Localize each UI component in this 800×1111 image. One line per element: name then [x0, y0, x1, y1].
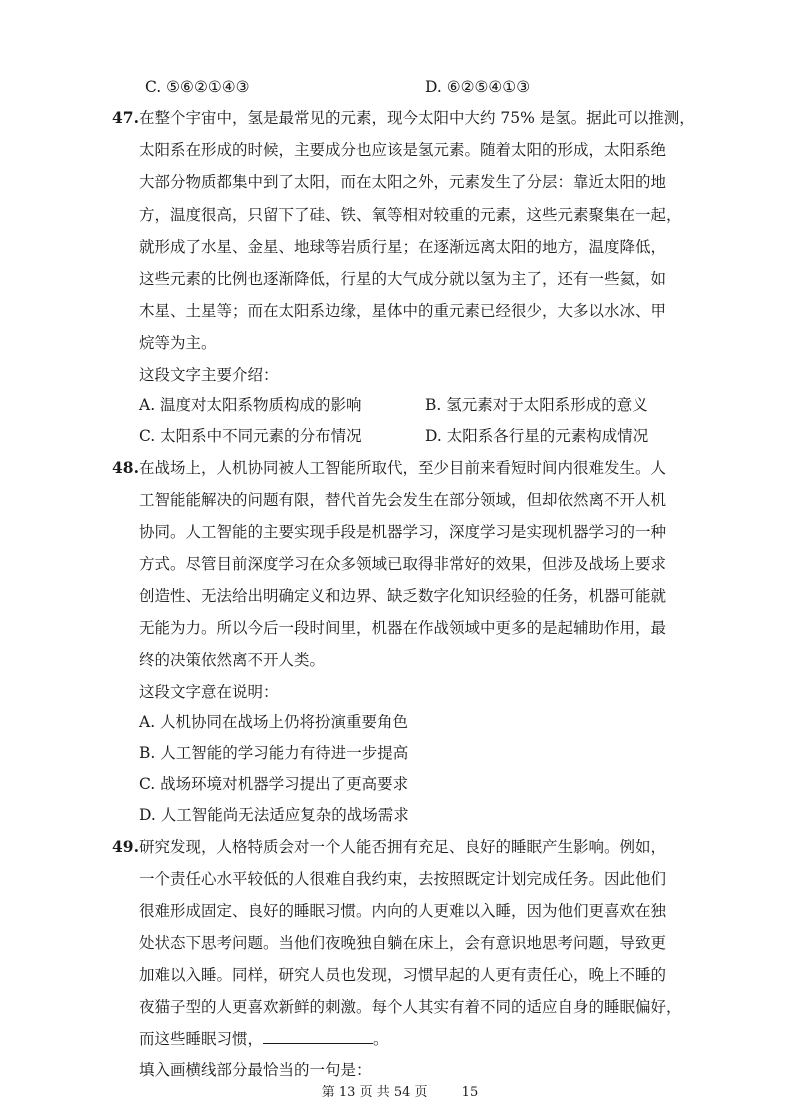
q48-line-4: 方式。尽管目前深度学习在众多领域已取得非常好的效果，但涉及战场上要求 — [139, 555, 667, 573]
q47-line-4: 方，温度很高，只留下了硅、铁、氧等相对较重的元素，这些元素聚集在一起， — [139, 206, 682, 224]
q48-option-c: C. 战场环境对机器学习提出了更高要求 — [139, 775, 409, 793]
q48-line-3: 协同。人工智能的主要实现手段是机器学习，深度学习是实现机器学习的一种 — [139, 523, 667, 541]
q47-line-3: 大部分物质都集中到了太阳，而在太阳之外，元素发生了分层：靠近太阳的地 — [139, 173, 667, 191]
q49-line-5: 加难以入睡。同样，研究人员也发现，习惯早起的人更有责任心，晚上不睡的 — [139, 966, 667, 984]
q49-number: 49. — [112, 837, 139, 856]
footer-page-info-text: 第 13 页 共 54 页 — [321, 1085, 428, 1100]
q49-answer-blank — [263, 1029, 373, 1044]
q47-line-1: 在整个宇宙中，氢是最常见的元素，现今太阳中大约 75% 是氢。据此可以推测， — [139, 109, 695, 127]
q47-line-6: 这些元素的比例也逐渐降低，行星的大气成分就以氢为主了，还有一些氦，如 — [139, 270, 667, 288]
q47-number: 47. — [112, 108, 139, 127]
q47-option-a: A. 温度对太阳系物质构成的影响 — [139, 396, 362, 414]
q47-line-2: 太阳系在形成的时候，主要成分也应该是氢元素。随着太阳的形成，太阳系绝 — [139, 141, 667, 159]
q48-number: 48. — [112, 458, 139, 477]
q48-option-a: A. 人机协同在战场上仍将扮演重要角色 — [139, 713, 409, 731]
q48-prompt: 这段文字意在说明： — [139, 683, 279, 701]
q49-line-7-end: 。 — [373, 1030, 389, 1048]
q47-prompt: 这段文字主要介绍： — [139, 366, 279, 384]
q47-line-5: 就形成了水星、金星、地球等岩质行星；在逐渐远离太阳的地方，温度降低， — [139, 238, 667, 256]
prev-option-c: C. ⑤⑥②①④③ — [145, 78, 250, 96]
q49-line-4: 处状态下思考问题。当他们夜晚独自躺在床上，会有意识地思考问题，导致更 — [139, 934, 667, 952]
q47-line-8: 烷等为主。 — [139, 334, 217, 352]
q47-option-b: B. 氢元素对于太阳系形成的意义 — [425, 396, 648, 414]
q49-line-6: 夜猫子型的人更喜欢新鲜的刺激。每个人其实有着不同的适应自身的睡眠偏好， — [139, 998, 682, 1016]
q49-line-7 — [139, 1029, 389, 1049]
q49-line-2: 一个责任心水平较低的人很难自我约束，去按照既定计划完成任务。因此他们 — [139, 870, 667, 888]
q48-line-1: 在战场上，人机协同被人工智能所取代，至少目前来看短时间内很难发生。人 — [139, 459, 667, 477]
q48-line-7: 终的决策依然离不开人类。 — [139, 651, 326, 669]
q47-option-c: C. 太阳系中不同元素的分布情况 — [139, 427, 362, 445]
q48-line-6: 无能为力。所以今后一段时间里，机器在作战领域中更多的是起辅助作用，最 — [139, 619, 667, 637]
q49-prompt: 填入画横线部分最恰当的一句是： — [139, 1061, 372, 1079]
q47-line-7: 木星、土星等；而在太阳系边缘，星体中的重元素已经很少，大多以水冰、甲 — [139, 302, 667, 320]
q49-line-1: 研究发现，人格特质会对一个人能否拥有充足、良好的睡眠产生影响。例如， — [139, 838, 667, 856]
q48-option-d: D. 人工智能尚无法适应复杂的战场需求 — [139, 806, 409, 824]
q48-line-2: 工智能能解决的问题有限，替代首先会发生在部分领域，但却依然离不开人机 — [139, 491, 667, 509]
q48-line-5: 创造性、无法给出明确定义和边界、缺乏数字化知识经验的任务，机器可能就 — [139, 587, 667, 605]
q49-line-7-text: 而这些睡眠习惯， — [139, 1030, 264, 1048]
footer-page-info — [0, 1087, 800, 1099]
footer-page-number: 15 — [461, 1085, 479, 1100]
q47-option-d: D. 太阳系各行星的元素构成情况 — [425, 427, 649, 445]
q49-line-3: 很难形成固定、良好的睡眠习惯。内向的人更难以入睡，因为他们更喜欢在独 — [139, 902, 667, 920]
prev-option-d: D. ⑥②⑤④①③ — [425, 78, 531, 96]
q48-option-b: B. 人工智能的学习能力有待进一步提高 — [139, 744, 409, 762]
